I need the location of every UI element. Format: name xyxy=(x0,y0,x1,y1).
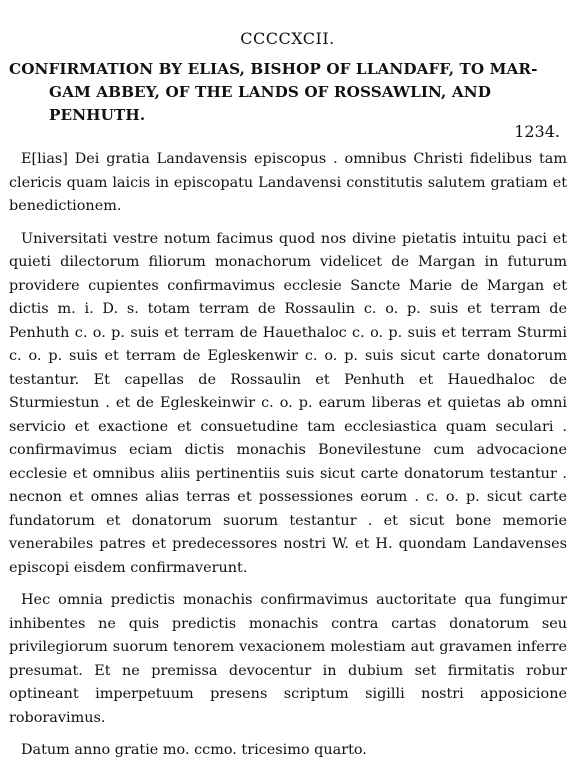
paragraph-prohibition: Hec omnia predictis monachis confirmavimus auctoritate qua fungimur inhibentes ne quis predictis monachis contra cartas donatorum seu privilegiorum suorum tenorem vexacionem molestiam aut gravamen inferre presumat. Et ne premissa devocentur in dubium set firmitatis robur optineant imperpetuum presens scriptum sigilli nostri apposicione roboravimus. xyxy=(9,592,567,726)
paragraph-confirmation: Universitati vestre notum facimus quod nos divine pietatis intuitu paci et quieti dilectorum filiorum monachorum videlicet de Margan in futurum providere cupientes confirmavimus ecclesie Sancte Marie de Margan et dictis m. i. D. s. totam terram de Rossaulin c. o. p. suis et terram de Penhuth c. o. p. suis et terram de Hauethaloc c. o. p. suis et terram Sturmi c. o. p. suis et terram de Egleskenwir c. o. p. suis sicut carte donatorum testantur. Et capellas de Rossaulin et Penhuth et Hauedhaloc de Sturmiestun . et de Egleskeinwir c. o. p. earum liberas et quietas ab omni servicio et exactione et consuetudine tam ecclesiastica quam seculari . confirmavimus eciam dictis monachis Bonevilestune cum advocacione ecclesie et omnibus aliis pertinentiis suis sicut carte donatorum testantur . necnon et omnes alias terras et possessiones eorum . c. o. p. sicut carte fundatorum et donatorum suorum testantur . et sicut bone memorie venerabiles patres et predecessores nostri W. et H. quondam Landavenses episcopi eisdem confirmaverunt. xyxy=(9,230,567,576)
charter-title xyxy=(9,58,567,127)
charter-year: 1234. xyxy=(514,122,560,141)
title-line-3: PENHUTH. xyxy=(49,106,146,124)
paragraph-salutation: E[lias] Dei gratia Landavensis episcopus . omnibus Christi fidelibus tam clericis quam laicis in episcopatu Landavensi constitutis salutem gratiam et benedictionem. xyxy=(9,151,567,214)
title-line-1: CONFIRMATION BY ELIAS, BISHOP OF LLANDAFF, TO MAR- xyxy=(9,60,538,78)
charter-number: CCCCXCII. xyxy=(240,29,335,48)
title-line-2: GAM ABBEY, OF THE LANDS OF ROSSAWLIN, AND xyxy=(49,83,491,101)
charter-body xyxy=(9,148,567,763)
dating-clause: Datum anno gratie mo. ccmo. tricesimo quarto. xyxy=(21,742,367,758)
